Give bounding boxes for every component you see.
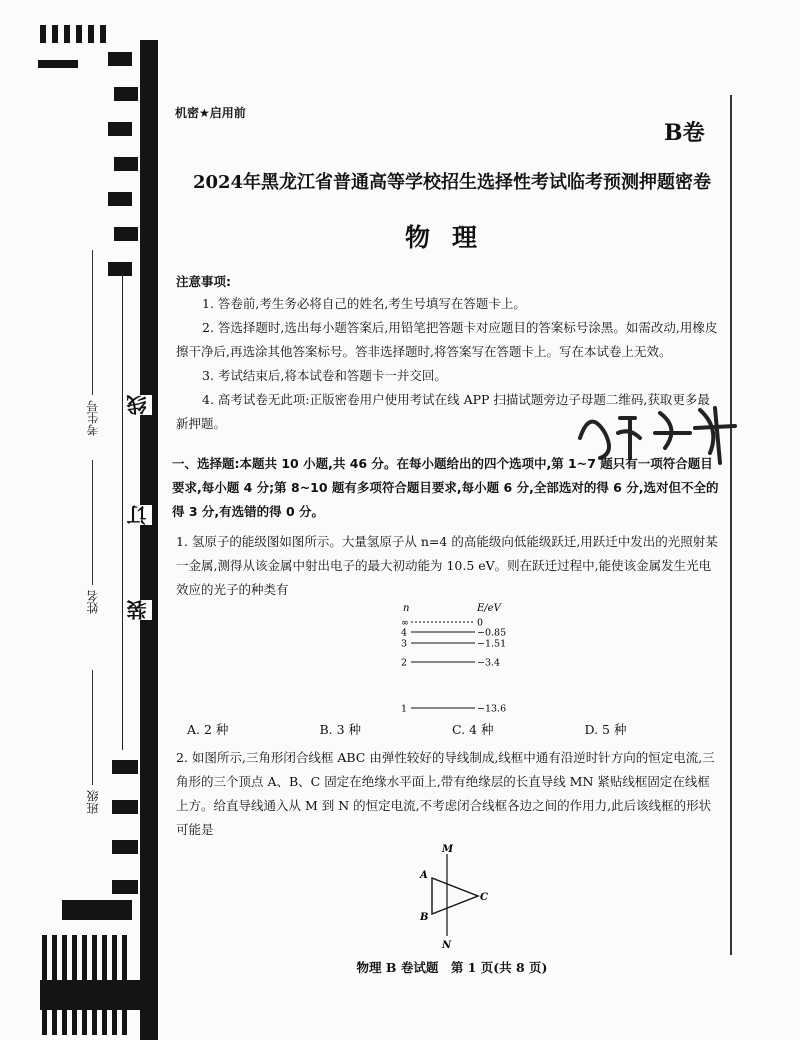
name-blank <box>92 460 93 585</box>
strip-stripe <box>108 192 132 206</box>
binding-mark-bind: 装 <box>123 600 152 620</box>
class-blank <box>92 670 93 785</box>
notice-item-3: 3. 考试结束后,将本试卷和答题卡一并交回。 <box>202 368 447 383</box>
strip-stripe <box>114 87 138 101</box>
strip-bar-main <box>140 40 158 1040</box>
student-id-label: 考生号 <box>86 400 100 436</box>
question-1-options <box>187 720 717 738</box>
strip-top-stripe <box>88 25 94 43</box>
question-1-text: 1. 氢原子的能级图如图所示。大量氢原子从 n=4 的高能级向低能级跃迁,用跃迁中发出的光照射某一金属,测得从该金属中射出电子的最大初动能为 10.5 eV。则在跃迁过程中,能使该金属发生光电效应的光子的种类有 <box>176 534 718 597</box>
strip-top-stripe <box>100 25 106 43</box>
notice-item-1: 1. 答卷前,考生务必将自己的姓名,考生号填写在答题卡上。 <box>202 296 526 311</box>
option-c[interactable]: C. 4 种 <box>452 722 494 737</box>
strip-stripe <box>112 800 138 814</box>
binding-mark-line: 线 <box>123 395 152 415</box>
option-d[interactable]: D. 5 种 <box>584 722 627 737</box>
energy-level-diagram <box>395 600 515 718</box>
binding-mark-staple: 订 <box>123 505 152 525</box>
option-a[interactable]: A. 2 种 <box>187 722 229 737</box>
exam-title: 2024年黑龙江省普通高等学校招生选择性考试临考预测押题密卷 <box>192 172 712 193</box>
section-1-heading <box>172 452 724 524</box>
label-c: C <box>480 892 488 903</box>
strip-stripe <box>108 122 132 136</box>
strip-stripe <box>112 760 138 774</box>
strip-top-stripe <box>52 25 58 43</box>
strip-bottom-bar <box>40 980 150 1010</box>
label-n: N <box>442 940 452 950</box>
notice-item-4: 4. 高考试卷无此项:正版密卷用户使用考试在线 APP 扫描试题旁边子母题二维码,获取更多最新押题。 <box>176 392 710 431</box>
n-axis-label: n <box>403 603 410 614</box>
option-b[interactable]: B. 3 种 <box>319 722 362 737</box>
triangle-abc <box>432 878 478 914</box>
strip-bottom-block <box>62 900 132 920</box>
strip-top-bar <box>38 60 78 68</box>
energy-level-n: 1 <box>401 703 408 715</box>
confidential-label: 机密★启用前 <box>175 106 246 120</box>
energy-axis-label: E/eV <box>477 603 501 614</box>
energy-level-value: 0 <box>477 617 484 629</box>
paper-version-tag: B卷 <box>664 120 705 146</box>
strip-stripe <box>108 52 132 66</box>
question-2-text: 2. 如图所示,三角形闭合线框 ABC 由弹性较好的导线制成,线框中通有沿逆时针方向的恒定电流,三角形的三个顶点 A、B、C 固定在绝缘水平面上,带有绝缘层的长直导线 MN 紧贴线框固定在线框上方。给直导线通入从 M 到 N 的恒定电流,不考虑闭合线框各边之间的作用力,此后该线框的形状可能是 <box>176 750 715 837</box>
subject-title: 物理 <box>404 223 499 252</box>
strip-stripe <box>114 227 138 241</box>
label-m: M <box>442 844 454 855</box>
strip-top-stripe <box>64 25 70 43</box>
energy-level-value: −3.4 <box>477 657 501 669</box>
energy-level-value: −13.6 <box>477 703 507 715</box>
strip-stripe <box>108 262 132 276</box>
label-b: B <box>420 912 429 923</box>
name-label: 姓名 <box>86 590 100 614</box>
page-footer: 物理 B 卷试题 第 1 页(共 8 页) <box>356 960 548 975</box>
energy-level-value: −1.51 <box>477 638 507 650</box>
strip-top-stripe <box>76 25 82 43</box>
strip-stripe <box>112 840 138 854</box>
energy-level-value: −0.85 <box>477 627 507 639</box>
notice-item-2: 2. 答选择题时,选出每小题答案后,用铅笔把答题卡对应题目的答案标号涂黑。如需改动,用橡皮擦干净后,再选涂其他答案标号。答非选择题时,将答案写在答题卡上。写在本试卷上无效。 <box>176 320 718 359</box>
strip-stripe <box>114 157 138 171</box>
energy-level-n: 4 <box>401 627 408 639</box>
student-id-blank <box>92 250 93 395</box>
triangle-wire-diagram <box>410 842 500 950</box>
energy-level-n: 3 <box>401 638 408 650</box>
class-label: 班级 <box>86 790 100 814</box>
energy-level-n: 2 <box>401 657 408 669</box>
section-1-heading-text: 一、选择题:本题共 10 小题,共 46 分。在每小题给出的四个选项中,第 1~7 题只有一项符合题目要求,每小题 4 分;第 8~10 题有多项符合题目要求,每小题 6 分,全部选对的得 6 分,选对但不全的得 3 分,有选错的得 0 分。 <box>172 456 719 519</box>
notice-heading: 注意事项: <box>176 274 231 289</box>
energy-level-n: ∞ <box>401 617 409 629</box>
label-a: A <box>420 870 428 881</box>
strip-stripe <box>112 880 138 894</box>
strip-top-stripe <box>40 25 46 43</box>
